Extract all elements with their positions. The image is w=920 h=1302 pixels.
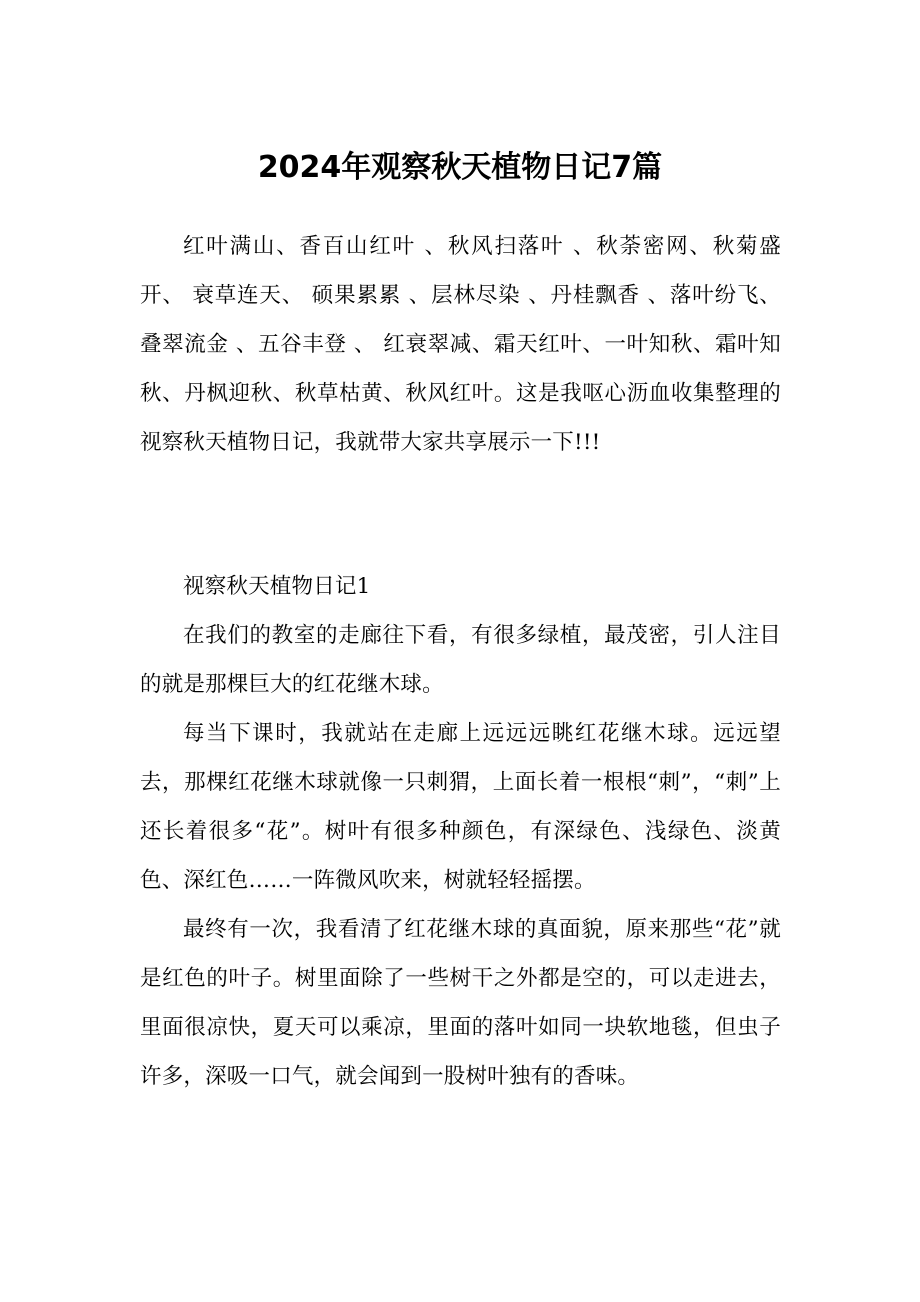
section-heading: 视察秋天植物日记1 [183,574,371,599]
body-paragraph: 每当下课时，我就站在走廊上远远远眺红花继木球。远远望去，那棵红花继木球就像一只刺猬，上面长着一根根“刺”，“刺”上还长着很多“花”。树叶有很多种颜色，有深绿色、浅绿色、淡黄色、深红色……一阵微风吹来，树就轻轻摇摆。 [140,721,781,893]
body-paragraph: 在我们的教室的走廊往下看，有很多绿植，最茂密，引人注目的就是那棵巨大的红花继木球。 [140,623,781,697]
intro-paragraph: 红叶满山、香百山红叶 、秋风扫落叶 、秋荼密网、秋菊盛开、 衰草连天、 硕果累累 、层林尽染 、丹桂飘香 、落叶纷飞、叠翠流金 、五谷丰登 、 红衰翠减、霜天红叶、一叶知秋、霜叶知秋、丹枫迎秋、秋草枯黄、秋风红叶。这是我呕心沥血收集整理的视察秋天植物日记，我就带大家共享展示一下!!! [140,234,781,455]
body-paragraph: 最终有一次，我看清了红花继木球的真面貌，原来那些“花”就是红色的叶子。树里面除了一些树干之外都是空的，可以走进去，里面很凉快，夏天可以乘凉，里面的落叶如同一块软地毯，但虫子许多，深吸一口气，就会闻到一股树叶独有的香味。 [140,917,781,1089]
intro-section [140,222,781,467]
document-title: 2024年观察秋天植物日记7篇 [257,150,663,185]
section-heading-block [140,562,781,611]
section-content [140,611,781,1101]
